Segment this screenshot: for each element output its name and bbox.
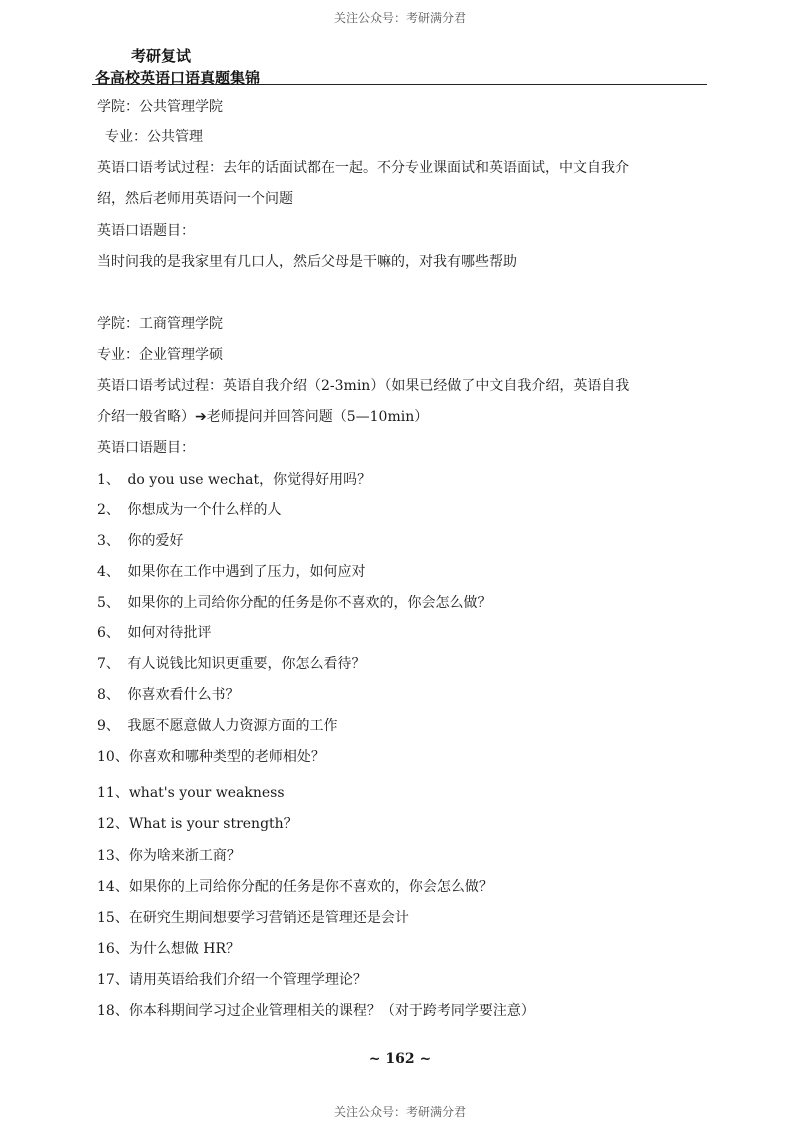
question-text: 你本科期间学习过企业管理相关的课程？（对于跨考同学要注意）	[128, 1003, 535, 1019]
exam-process-line-1: 英语口语考试过程：去年的话面试都在一起。不分专业课面试和英语面试，中文自我介	[97, 160, 629, 176]
question-text: 如果你的上司给你分配的任务是你不喜欢的，你会怎么做？	[127, 595, 492, 611]
question-item	[97, 876, 493, 898]
question-number: 7、	[97, 656, 120, 672]
question-text: 为什么想做 HR？	[128, 941, 241, 957]
question-item	[97, 1000, 535, 1022]
question-item	[97, 622, 211, 644]
question-item	[97, 746, 325, 768]
question-text: 如果你的上司给你分配的任务是你不喜欢的，你会怎么做？	[128, 879, 493, 895]
question-number: 13、	[97, 848, 129, 864]
question-number: 10、	[97, 749, 129, 765]
question-item	[97, 684, 239, 706]
question-text: do you use wechat，你觉得好用吗？	[127, 472, 372, 488]
watermark-top: 关注公众号：考研满分君	[333, 11, 466, 25]
question-number: 12、	[97, 816, 129, 832]
question-item	[97, 715, 337, 737]
exam-process-line-2: 介绍一般省略）➔老师提问并回答问题（5—10min）	[97, 409, 429, 425]
question-number: 18、	[97, 1003, 129, 1019]
question-text: 如何对待批评	[127, 625, 212, 641]
document-header-subtitle: 考研复试	[131, 47, 192, 65]
question-text: what's your weakness	[128, 785, 285, 801]
question-item	[97, 561, 365, 583]
header-rule	[92, 84, 707, 85]
question-item	[97, 782, 285, 804]
question-number: 14、	[97, 879, 129, 895]
exam-process-line-2: 绍，然后老师用英语问一个问题	[97, 191, 293, 207]
major-label: 专业：企业管理学硕	[97, 347, 223, 363]
question-item	[97, 469, 371, 491]
question-item	[97, 938, 240, 960]
question-item	[97, 530, 183, 552]
question-text: 你想成为一个什么样的人	[127, 502, 282, 518]
document-header-title: 各高校英语口语真题集锦	[95, 69, 261, 87]
question-number: 11、	[97, 785, 129, 801]
question-number: 4、	[97, 564, 120, 580]
questions-title: 英语口语题目：	[97, 223, 195, 239]
school-label: 学院：公共管理学院	[97, 99, 223, 115]
question-text: 你喜欢和哪种类型的老师相处？	[128, 749, 325, 765]
question-text: 我愿不愿意做人力资源方面的工作	[127, 718, 338, 734]
question-number: 6、	[97, 625, 120, 641]
question-text: 你喜欢看什么书？	[127, 687, 240, 703]
question-item	[97, 813, 298, 835]
question-text: 你的爱好	[127, 533, 184, 549]
school-label: 学院：工商管理学院	[97, 316, 223, 332]
question-number: 1、	[97, 472, 120, 488]
watermark-bottom: 关注公众号：考研满分君	[333, 1105, 466, 1119]
question-text: 在研究生期间想要学习营销还是管理还是会计	[128, 910, 409, 926]
question-text: 请用英语给我们介绍一个管理学理论？	[128, 972, 367, 988]
question-text: 当时问我的是我家里有几口人，然后父母是干嘛的，对我有哪些帮助	[97, 254, 517, 270]
question-item	[97, 845, 241, 867]
question-number: 8、	[97, 687, 120, 703]
question-number: 2、	[97, 502, 120, 518]
question-text: 如果你在工作中遇到了压力，如何应对	[127, 564, 366, 580]
question-item	[97, 969, 367, 991]
question-item	[97, 907, 409, 929]
question-number: 9、	[97, 718, 120, 734]
question-number: 5、	[97, 595, 120, 611]
question-number: 15、	[97, 910, 129, 926]
question-number: 3、	[97, 533, 120, 549]
major-label: 专业：公共管理	[105, 129, 203, 145]
question-number: 16、	[97, 941, 129, 957]
question-item	[97, 653, 365, 675]
question-item	[97, 499, 281, 521]
page-number: ~ 162 ~	[368, 1051, 432, 1067]
question-text: What is your strength？	[128, 816, 298, 832]
exam-process-line-1: 英语口语考试过程：英语自我介绍（2-3min）（如果已经做了中文自我介绍，英语自我	[97, 378, 630, 394]
question-text: 你为啥来浙工商？	[128, 848, 241, 864]
question-item	[97, 592, 491, 614]
question-number: 17、	[97, 972, 129, 988]
questions-title: 英语口语题目：	[97, 440, 195, 456]
question-text: 有人说钱比知识更重要，你怎么看待？	[127, 656, 366, 672]
